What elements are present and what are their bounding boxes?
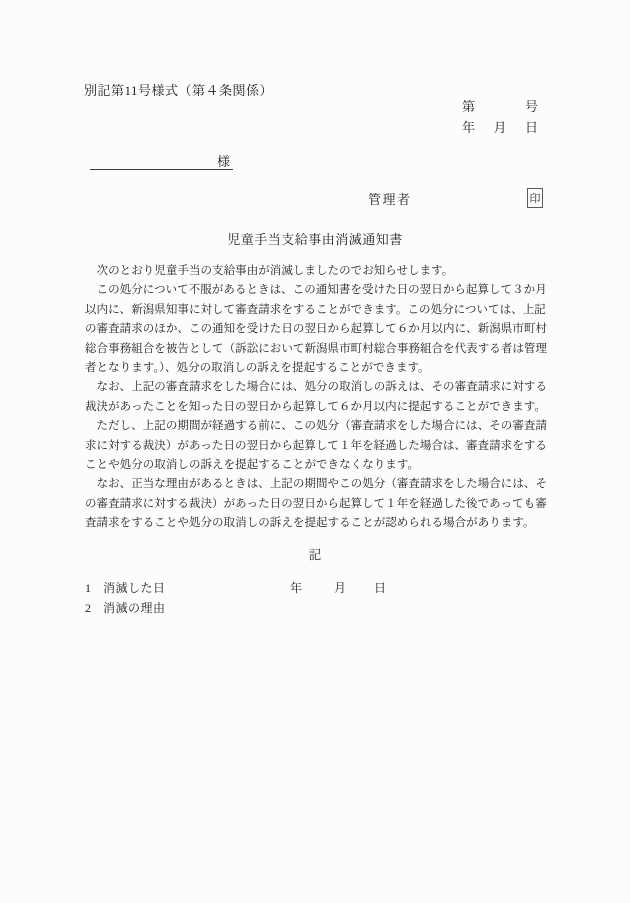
recipient-honorific: 様 — [216, 154, 230, 169]
record-heading: 記 — [308, 548, 322, 562]
document-title: 児童手当支給事由消滅通知書 — [227, 232, 403, 247]
item-2-label: 消滅の理由 — [103, 601, 166, 615]
body-text-block — [85, 262, 547, 534]
date-month-label: 月 — [493, 120, 507, 135]
form-style-note: 別記第11号様式（第４条関係） — [84, 83, 274, 98]
body-line: なお、上記の審査請求をした場合には、処分の取消しの訴えは、その審査請求に対する — [85, 381, 547, 394]
item-1-year-label: 年 — [290, 581, 303, 595]
body-line: 以内に、新潟県知事に対して審査請求をすることができます。この処分については、上記 — [85, 303, 546, 316]
manager-label: 管理者 — [368, 192, 412, 207]
date-year-label: 年 — [462, 120, 476, 135]
date-day-label: 日 — [524, 120, 538, 135]
body-line: の審査請求のほか、この通知を受けた日の翌日から起算して６か月以内に、新潟県市町村 — [85, 323, 547, 336]
recipient-name-blank — [90, 151, 233, 170]
body-line: 総合事務組合を被告として（訴訟において新潟県市町村総合事務組合を代表する者は管理 — [85, 342, 547, 355]
item-1-label: 消滅した日 — [103, 581, 166, 595]
body-line: この処分について不服があるときは、この通知書を受けた日の翌日から起算して３か月 — [85, 284, 547, 297]
body-line: の審査請求に対する裁決）があった日の翌日から起算して１年を経過した後であっても審 — [85, 497, 547, 510]
body-line: ことや処分の取消しの訴えを提起することができなくなります。 — [85, 459, 420, 472]
item-2-number: 2 — [85, 601, 91, 615]
seal-mark: 印 — [529, 193, 541, 205]
doc-number-suffix: 号 — [524, 99, 538, 114]
item-1-number: 1 — [85, 581, 91, 595]
document-number-line — [462, 96, 538, 115]
body-line: 者となります。）、処分の取消しの訴えを提起することができます。 — [85, 362, 430, 375]
item-1-day-label: 日 — [374, 581, 387, 595]
body-line: 求に対する裁決）があった日の翌日から起算して１年を経過した場合は、審査請求をする — [85, 439, 547, 452]
doc-number-prefix: 第 — [462, 99, 476, 114]
body-line: 次のとおり児童手当の支給事由が消滅しましたのでお知らせします。 — [85, 265, 454, 277]
body-line: 査請求をすることや処分の取消しの訴えを提起することが認められる場合があります。 — [85, 517, 535, 530]
body-line: 裁決があったことを知った日の翌日から起算して６か月以内に提起することができます。 — [85, 400, 546, 413]
date-line — [462, 117, 538, 136]
body-line: なお、正当な理由があるときは、上記の期間やこの処分（審査請求をした場合には、そ — [85, 478, 547, 491]
seal-placeholder-box — [527, 188, 543, 208]
body-line: ただし、上記の期間が経過する前に、この処分（審査請求をした場合には、その審査請 — [85, 420, 547, 433]
item-1-month-label: 月 — [334, 581, 347, 595]
